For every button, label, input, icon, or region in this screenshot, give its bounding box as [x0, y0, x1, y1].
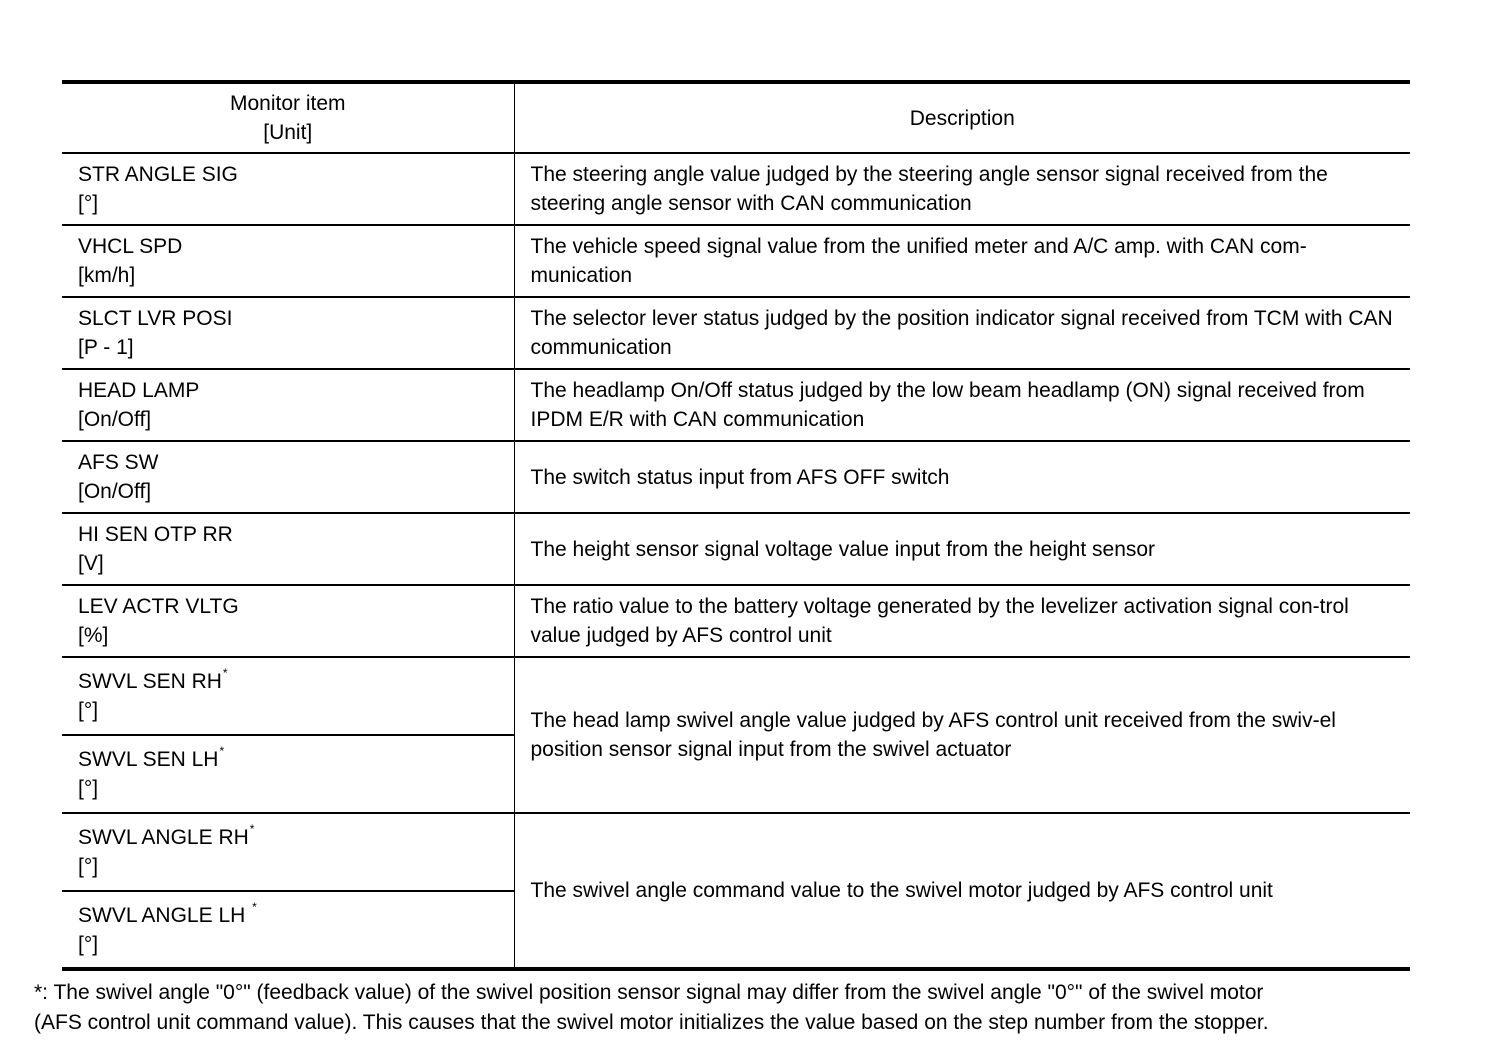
- monitor-item-cell: [62, 369, 514, 441]
- item-unit: [On/Off]: [78, 480, 152, 503]
- footnote-mark: *: [249, 822, 255, 836]
- description-cell: The switch status input from AFS OFF switch: [514, 441, 1410, 513]
- description-cell: The head lamp swivel angle value judged by AFS control unit received from the swiv-el position sensor signal input from the swivel actuator: [514, 657, 1410, 813]
- item-unit: [On/Off]: [78, 408, 152, 431]
- item-unit: [km/h]: [78, 264, 136, 287]
- monitor-item-cell: [62, 225, 514, 297]
- table-row: [62, 369, 1410, 441]
- table-row: [62, 585, 1410, 657]
- item-name: VHCL SPD: [78, 235, 183, 258]
- item-unit: [V]: [78, 552, 104, 575]
- header-item-label: Monitor item: [229, 92, 346, 115]
- monitor-item-table: [62, 80, 1410, 971]
- item-unit: [°]: [78, 777, 99, 800]
- item-name: HEAD LAMP: [78, 379, 200, 402]
- table-row: [62, 225, 1410, 297]
- item-unit: [%]: [78, 624, 109, 647]
- monitor-item-cell: [62, 585, 514, 657]
- footnote-mark: *: [222, 666, 228, 680]
- header-monitor-item: [62, 82, 514, 153]
- table-row: [62, 513, 1410, 585]
- item-name: LEV ACTR VLTG: [78, 595, 239, 618]
- item-unit: [P - 1]: [78, 336, 134, 359]
- monitor-item-cell: [62, 891, 514, 969]
- description-cell: The headlamp On/Off status judged by the low beam headlamp (ON) signal received from IPDM E/R with CAN communication: [514, 369, 1410, 441]
- header-description: Description: [514, 82, 1410, 153]
- monitor-item-cell: [62, 657, 514, 735]
- monitor-item-cell: [62, 735, 514, 813]
- footnote-line-1: *: The swivel angle "0°" (feedback value) of the swivel position sensor signal may differ from the swivel angle "0°" of the swivel motor: [34, 981, 1264, 1004]
- monitor-item-cell: [62, 153, 514, 225]
- table-row: [62, 813, 1410, 891]
- item-name: SWVL ANGLE LH: [78, 903, 252, 927]
- table-row: [62, 657, 1410, 735]
- monitor-item-cell: [62, 297, 514, 369]
- footnote-mark: *: [219, 744, 225, 758]
- item-name: SWVL SEN RH: [78, 670, 222, 693]
- description-cell: The height sensor signal voltage value input from the height sensor: [514, 513, 1410, 585]
- table-row: [62, 441, 1410, 513]
- monitor-item-cell: [62, 513, 514, 585]
- monitor-item-cell: [62, 813, 514, 891]
- item-name: AFS SW: [78, 451, 159, 474]
- monitor-item-cell: [62, 441, 514, 513]
- footnote: [34, 978, 1474, 1038]
- description-cell: The swivel angle command value to the swivel motor judged by AFS control unit: [530, 879, 1273, 902]
- header-unit-label: [Unit]: [263, 121, 313, 144]
- table-row: [62, 153, 1410, 225]
- item-unit: [°]: [78, 699, 99, 722]
- description-cell: The steering angle value judged by the steering angle sensor signal received from the steering angle sensor with CAN communication: [514, 153, 1410, 225]
- item-unit: [°]: [78, 932, 99, 956]
- item-name: SWVL SEN LH: [78, 748, 219, 771]
- description-cell: The selector lever status judged by the position indicator signal received from TCM with CAN communication: [514, 297, 1410, 369]
- item-name: SWVL ANGLE RH: [78, 826, 249, 849]
- footnote-mark: *: [252, 899, 257, 914]
- description-cell: The vehicle speed signal value from the unified meter and A/C amp. with CAN com-munication: [514, 225, 1410, 297]
- item-name: STR ANGLE SIG: [78, 163, 238, 186]
- item-name: SLCT LVR POSI: [78, 307, 233, 330]
- table-row: [62, 297, 1410, 369]
- table-header-row: [62, 82, 1410, 153]
- footnote-line-2: (AFS control unit command value). This causes that the swivel motor initializes the value based on the step number from the stopper.: [34, 1011, 1269, 1034]
- item-name: HI SEN OTP RR: [78, 523, 233, 546]
- description-cell: The ratio value to the battery voltage generated by the levelizer activation signal con-trol value judged by AFS control unit: [514, 585, 1410, 657]
- item-unit: [°]: [78, 855, 99, 878]
- item-unit: [°]: [78, 192, 99, 215]
